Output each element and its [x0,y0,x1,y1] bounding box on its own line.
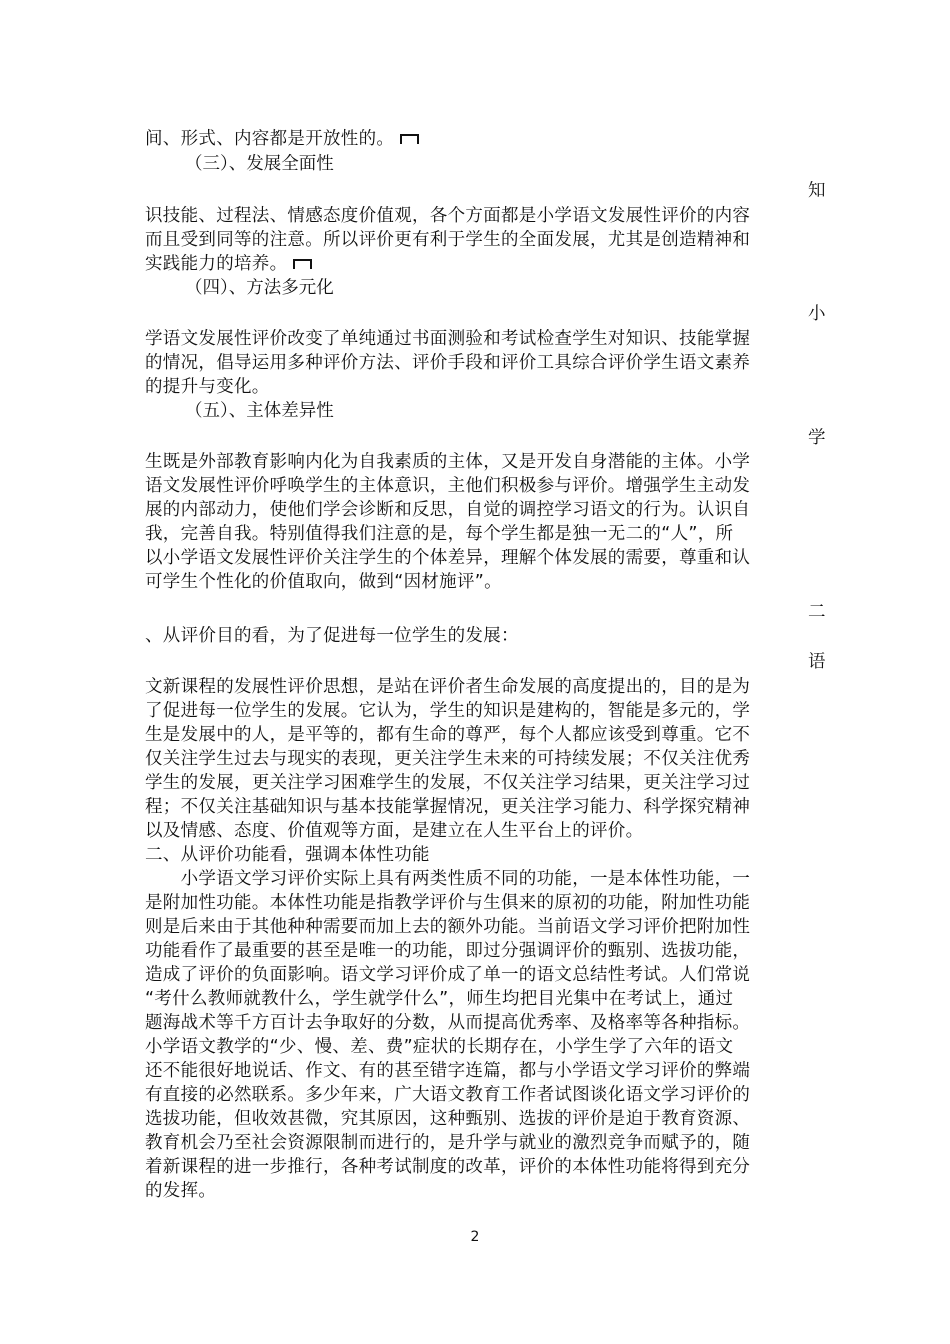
text-line: 的发挥。 [145,1181,217,1201]
text-line: 功能看作了最重要的甚至是唯一的功能，即过分强调评价的甄别、选拔功能， [145,941,751,961]
text-line: 生是发展中的人，是平等的，都有生命的尊严，每个人都应该受到尊重。它不 [145,725,751,745]
text-line: 了促进每一位学生的发展。它认为，学生的知识是建构的，智能是多元的，学 [145,701,751,721]
text-line: 着新课程的进一步推行，各种考试制度的改革，评价的本体性功能将得到充分 [145,1157,751,1177]
text-line: 小学语文教学的“少、慢、差、费”症状的长期存在，小学生学了六年的语文 [145,1037,734,1057]
section-heading: 二、从评价功能看，强调本体性功能 [145,845,430,865]
paragraph-mark-icon [400,134,419,144]
paragraph-mark-icon [293,259,312,269]
text-line: 学语文发展性评价改变了单纯通过书面测验和考试检查学生对知识、技能掌握 [145,329,751,349]
text-line: 展的内部动力，使他们学会诊断和反思，自觉的调控学习语文的行为。认识自 [145,500,751,520]
subheading: （五）、主体差异性 [185,401,334,421]
text-line: 而且受到同等的注意。所以评价更有利于学生的全面发展，尤其是创造精神和 [145,230,751,250]
text-line: “考什么教师就教什么，学生就学什么”，师生均把目光集中在考试上，通过 [145,989,734,1009]
text-line: 学生的发展，更关注学习困难学生的发展，不仅关注学习结果，更关注学习过 [145,773,751,793]
text-line: 以及情感、态度、价值观等方面，是建立在人生平台上的评价。 [145,821,644,841]
text-line: 仅关注学生过去与现实的表现，更关注学生未来的可持续发展；不仅关注优秀 [145,749,751,769]
right-margin-char: 语 [808,652,826,672]
text-line: 程；不仅关注基础知识与基本技能掌握情况，更关注学习能力、科学探究精神 [145,797,751,817]
subheading: （三）、发展全面性 [185,154,334,174]
text-line: 的情况，倡导运用多种评价方法、评价手段和评价工具综合评价学生语文素养 [145,353,751,373]
text-line: 可学生个性化的价值取向，做到“因材施评”。 [145,572,502,592]
text-line: 实践能力的培养。 [145,252,810,276]
text-line: 造成了评价的负面影响。语文学习评价成了单一的语文总结性考试。人们常说 [145,965,751,985]
right-margin-char: 二 [808,602,826,622]
text-line: 的提升与变化。 [145,377,270,397]
text-line: 生既是外部教育影响内化为自我素质的主体，又是开发自身潜能的主体。小学 [145,452,751,472]
text-line: 我，完善自我。特别值得我们注意的是，每个学生都是独一无二的“人”，所 [145,524,734,544]
text-line: 则是后来由于其他种种需要而加上去的额外功能。当前语文学习评价把附加性 [145,917,751,937]
text-line: 是附加性功能。本体性功能是指教学评价与生俱来的原初的功能，附加性功能 [145,893,751,913]
text-line: 识技能、过程法、情感态度价值观，各个方面都是小学语文发展性评价的内容 [145,206,751,226]
page-number: 2 [470,1229,480,1245]
right-margin-char: 小 [808,304,826,324]
text-line: 教育机会乃至社会资源限制而进行的，是升学与就业的激烈竞争而赋予的，随 [145,1133,751,1153]
right-margin-char: 知 [808,181,826,201]
section-line: 、从评价目的看，为了促进每一位学生的发展： [145,626,519,646]
text-line: 题海战术等千方百计去争取好的分数，从而提高优秀率、及格率等各种指标。 [145,1013,751,1033]
text-line: 小学语文学习评价实际上具有两类性质不同的功能，一是本体性功能，一 [145,869,751,889]
text-line: 文新课程的发展性评价思想，是站在评价者生命发展的高度提出的，目的是为 [145,677,751,697]
text-line: 以小学语文发展性评价关注学生的个体差异，理解个体发展的需要，尊重和认 [145,548,751,568]
right-margin-char: 学 [808,428,826,448]
subheading: （四）、方法多元化 [185,278,334,298]
text-line: 还不能很好地说话、作文、有的甚至错字连篇，都与小学语文学习评价的弊端 [145,1061,751,1081]
text-line: 有直接的必然联系。多少年来，广大语文教育工作者试图谈化语文学习评价的 [145,1085,751,1105]
text-line: 间、形式、内容都是开放性的。 [145,127,810,151]
text-line: 选拔功能，但收效甚微，究其原因，这种甄别、选拔的评价是迫于教育资源、 [145,1109,751,1129]
text-line: 语文发展性评价呼唤学生的主体意识，主他们积极参与评价。增强学生主动发 [145,476,751,496]
